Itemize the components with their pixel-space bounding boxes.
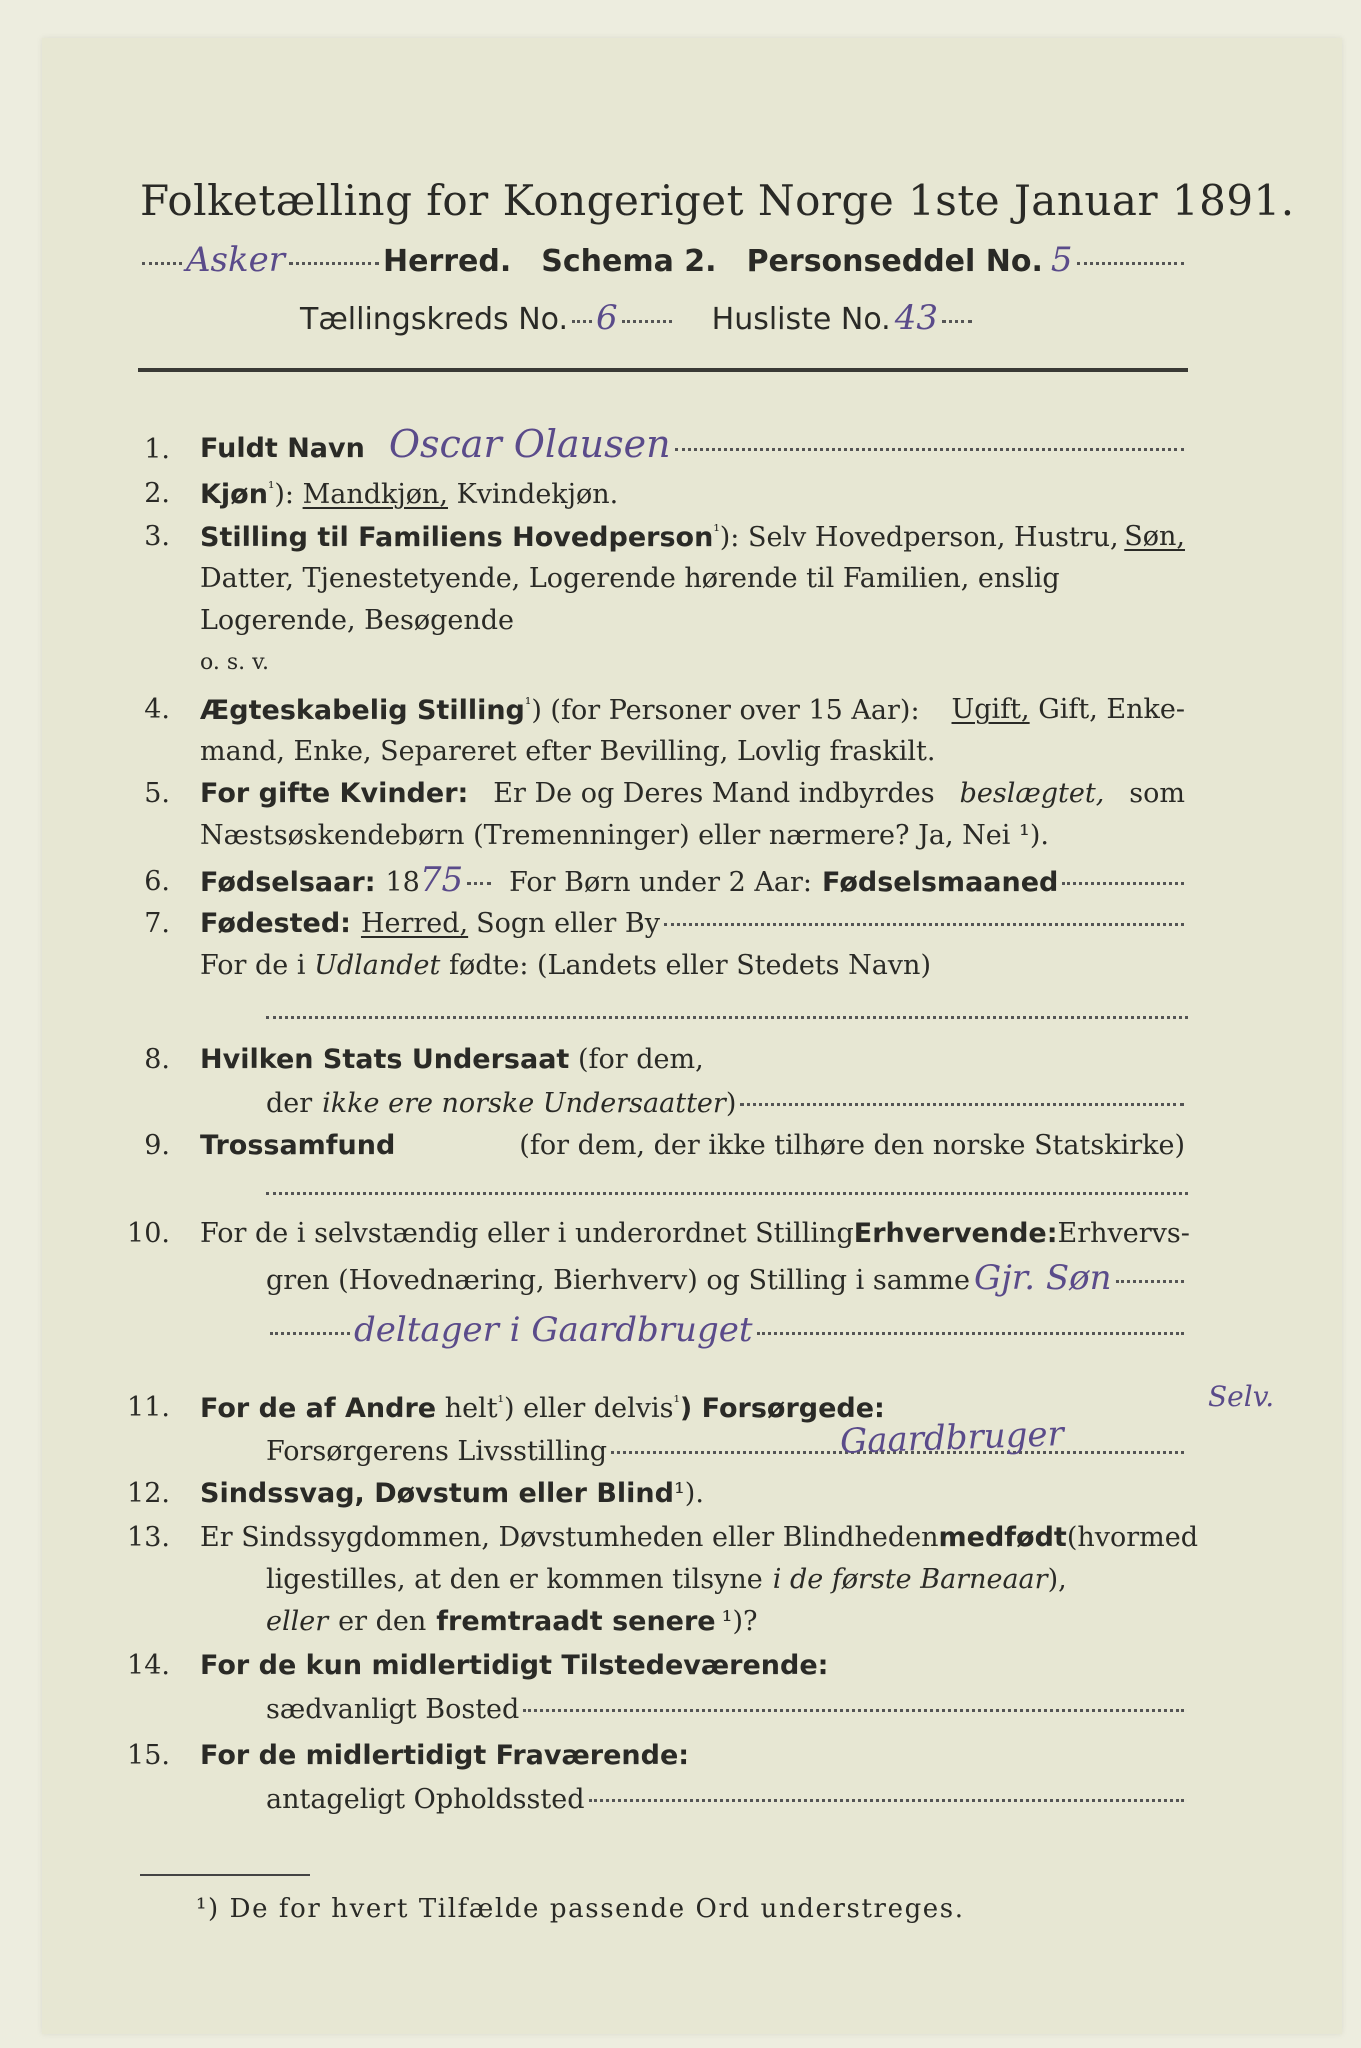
dotted-leader — [589, 1799, 1185, 1802]
item-8-row-1 — [200, 1044, 704, 1075]
dotted-leader — [942, 320, 972, 323]
item-5-number: 5. — [144, 778, 170, 809]
item-13-label: Er Sindssygdommen, Døvstumheden eller Blindheden — [200, 1522, 939, 1553]
item-14-row-2 — [266, 1694, 1188, 1725]
item-6-year-value: 75 — [419, 860, 464, 900]
item-5-row-1 — [200, 778, 1185, 809]
item-3-row-4: o. s. v. — [200, 650, 269, 675]
item-10-text-2: gren (Hovednæring, Bierhverv) og Stilling i samme — [266, 1265, 971, 1296]
item-2-text: ): — [274, 479, 295, 510]
item-8-text: (for dem, — [577, 1044, 704, 1075]
item-10-value-1: Gjr. Søn — [974, 1258, 1112, 1298]
item-8-label: Hvilken Stats Undersaat — [200, 1044, 570, 1075]
kreds-label: Tællingskreds No. — [300, 302, 568, 337]
item-7-label: Fødested: — [200, 908, 351, 939]
item-13-italic: i de første Barneaar — [772, 1564, 1048, 1595]
item-11-text-delvis: ) eller delvis — [503, 1393, 674, 1424]
footnote: ¹) De for hvert Tilfælde passende Ord understreges. — [196, 1894, 965, 1924]
item-10-label-2: Erhvervende: — [853, 1218, 1058, 1249]
dotted-leader — [757, 1332, 1184, 1335]
item-13-row-2 — [266, 1564, 1067, 1595]
item-14-number: 14. — [127, 1650, 170, 1681]
item-1-label: Fuldt Navn — [200, 433, 365, 464]
footnote-mark: ¹ — [267, 478, 275, 497]
dotted-leader — [572, 320, 592, 323]
item-7-row-2 — [200, 950, 931, 981]
personseddel-value: 5 — [1050, 240, 1073, 280]
item-9-row — [200, 1130, 1185, 1161]
item-13-number: 13. — [127, 1522, 170, 1553]
footnote-mark: ¹ — [713, 521, 720, 540]
footnote-mark: ¹ — [497, 1392, 504, 1411]
item-8-italic: ikke ere norske Undersaatter — [322, 1088, 726, 1119]
item-11-label: For de af Andre — [200, 1393, 437, 1424]
item-8-row-2 — [266, 1088, 1188, 1119]
item-1-row — [200, 422, 1188, 466]
item-13-label-2: medfødt — [938, 1522, 1067, 1553]
husliste-label: Husliste No. — [711, 302, 891, 337]
item-10-row-2 — [266, 1258, 1188, 1298]
husliste-value: 43 — [894, 298, 938, 338]
dotted-leader — [289, 262, 379, 265]
item-2-label: Kjøn — [200, 479, 268, 510]
item-4-number: 4. — [144, 694, 170, 725]
item-5-row-2: Næstsøskendebørn (Tremenninger) eller nærmere? Ja, Nei ¹). — [200, 820, 1049, 851]
item-4-label: Ægteskabelig Stilling — [200, 695, 525, 726]
item-13-italic-2: eller — [266, 1606, 329, 1637]
herred-label: Herred. — [382, 244, 512, 279]
item-11-number: 11. — [127, 1392, 170, 1423]
item-4-row-1 — [200, 694, 1185, 726]
item-2-option-mandkjon: Mandkjøn, — [302, 479, 448, 510]
item-9-text: (for dem, der ikke tilhøre den norske Statskirke) — [519, 1130, 1185, 1161]
item-6-number: 6. — [144, 866, 170, 897]
item-5-text-2: som — [1129, 778, 1185, 809]
item-10-row-3 — [266, 1310, 1188, 1350]
item-11-text-2: Forsørgerens Livsstilling — [266, 1436, 608, 1467]
item-4-text-2: Gift, Enke- — [1038, 694, 1185, 725]
item-13-text-3b: er den — [338, 1606, 427, 1637]
item-6-year-prefix: 18 — [385, 867, 420, 898]
item-4-text: ) (for Personer over 15 Aar): — [531, 695, 920, 726]
kreds-line — [300, 298, 976, 338]
herred-line — [138, 240, 1188, 280]
item-12-row — [200, 1478, 704, 1509]
item-13-label-3: fremtraadt senere — [436, 1606, 716, 1637]
item-9-number: 9. — [144, 1130, 170, 1161]
item-3-text: ): Selv Hovedperson, Hustru, — [719, 522, 1119, 553]
item-11-label-2: ) Forsørgede: — [679, 1393, 885, 1424]
item-13-row-1 — [200, 1522, 1199, 1553]
item-10-number: 10. — [127, 1218, 170, 1249]
item-7-row-1 — [200, 908, 1188, 939]
item-4-option-ugift: Ugift, — [951, 694, 1030, 725]
item-6-label-2: Fødselsmaaned — [822, 867, 1059, 898]
item-3-row-3: Logerende, Besøgende — [200, 605, 514, 636]
item-2-option-kvindekjon: Kvindekjøn. — [456, 479, 619, 510]
personseddel-label: Personseddel No. — [746, 244, 1043, 279]
schema-label: Schema 2. — [541, 244, 717, 279]
dotted-leader — [142, 262, 182, 265]
dotted-leader — [523, 1709, 1184, 1712]
item-13-text: (hvormed — [1066, 1522, 1199, 1553]
item-9-answer-line — [266, 1192, 1188, 1195]
item-11-value: Gaardbruger — [839, 1414, 1065, 1462]
item-11-text-helt: helt — [444, 1393, 498, 1424]
dotted-leader — [675, 448, 1184, 451]
item-13-text-2c: ), — [1047, 1564, 1067, 1595]
item-1-value: Oscar Olausen — [388, 422, 671, 466]
item-14-label: For de kun midlertidigt Tilstedeværende: — [200, 1650, 829, 1681]
item-13-text-2a: ligestilles, at den er kommen tilsyne — [266, 1564, 763, 1595]
item-12-text: ¹). — [673, 1478, 704, 1509]
item-12-number: 12. — [127, 1478, 170, 1509]
dotted-leader — [740, 1103, 1184, 1106]
item-10-value-2: deltager i Gaardbruget — [354, 1310, 753, 1350]
dotted-leader — [664, 923, 1184, 926]
item-1-number: 1. — [144, 434, 170, 465]
item-5-label: For gifte Kvinder: — [200, 778, 469, 809]
kreds-value: 6 — [596, 298, 618, 338]
item-2-number: 2. — [144, 478, 170, 509]
item-11-value-extra: Selv. — [1208, 1380, 1275, 1413]
item-8-text-2c: ) — [725, 1088, 737, 1119]
item-9-label: Trossamfund — [200, 1130, 396, 1161]
item-6-row — [200, 860, 1188, 900]
dotted-leader — [467, 882, 491, 885]
herred-value: Asker — [186, 240, 285, 280]
dotted-leader — [622, 320, 672, 323]
dotted-leader — [1062, 882, 1184, 885]
footnote-rule — [140, 1874, 310, 1876]
item-15-row-2 — [266, 1784, 1188, 1815]
item-4-row-2: mand, Enke, Separeret efter Bevilling, Lovlig fraskilt. — [200, 736, 936, 767]
item-7-italic: Udlandet — [314, 950, 441, 981]
item-15-text-2: antageligt Opholdssted — [266, 1784, 585, 1815]
item-3-row-2: Datter, Tjenestetyende, Logerende hørende til Familien, enslig — [200, 563, 1060, 594]
item-5-text: Er De og Deres Mand indbyrdes — [493, 778, 935, 809]
item-7-answer-line — [266, 1016, 1188, 1019]
item-7-text: Sogn eller By — [476, 908, 660, 939]
item-13-row-3 — [266, 1606, 757, 1637]
item-6-label: Fødselsaar: — [200, 867, 376, 898]
item-14-text-2: sædvanligt Bosted — [266, 1694, 520, 1725]
item-3-number: 3. — [144, 521, 170, 552]
item-6-text: For Børn under 2 Aar: — [509, 867, 812, 898]
dotted-leader — [270, 1332, 350, 1335]
item-3-option-son: Søn, — [1124, 521, 1185, 552]
item-3-row-1 — [200, 521, 1185, 553]
item-13-text-3d: ¹)? — [721, 1606, 758, 1637]
dotted-leader — [1077, 262, 1185, 265]
item-7-number: 7. — [144, 908, 170, 939]
footnote-mark: ¹ — [524, 694, 532, 713]
item-15-number: 15. — [127, 1740, 170, 1771]
item-15-label: For de midlertidigt Fraværende: — [200, 1740, 690, 1771]
item-11-row-1 — [200, 1392, 885, 1424]
item-10-label: For de i selvstændig eller i underordnet Stilling — [200, 1218, 854, 1249]
item-5-italic: beslægtet, — [959, 778, 1105, 809]
item-12-label: Sindssvag, Døvstum eller Blind — [200, 1478, 674, 1509]
item-10-text: Erhvervs- — [1057, 1218, 1190, 1249]
header-rule — [138, 368, 1188, 372]
item-7-option-herred: Herred, — [360, 908, 469, 939]
footnote-mark: ¹ — [673, 1392, 680, 1411]
dotted-leader — [1116, 1280, 1184, 1283]
item-10-row-1 — [200, 1218, 1190, 1249]
item-8-text-2a: der — [266, 1088, 313, 1119]
form-title: Folketælling for Kongeriget Norge 1ste Januar 1891. — [140, 176, 1295, 225]
item-7-text-2c: fødte: (Landets eller Stedets Navn) — [448, 950, 931, 981]
item-8-number: 8. — [144, 1044, 170, 1075]
item-3-label: Stilling til Familiens Hovedperson — [200, 522, 714, 553]
item-7-text-2a: For de i — [200, 950, 306, 981]
item-2-row — [200, 478, 618, 510]
